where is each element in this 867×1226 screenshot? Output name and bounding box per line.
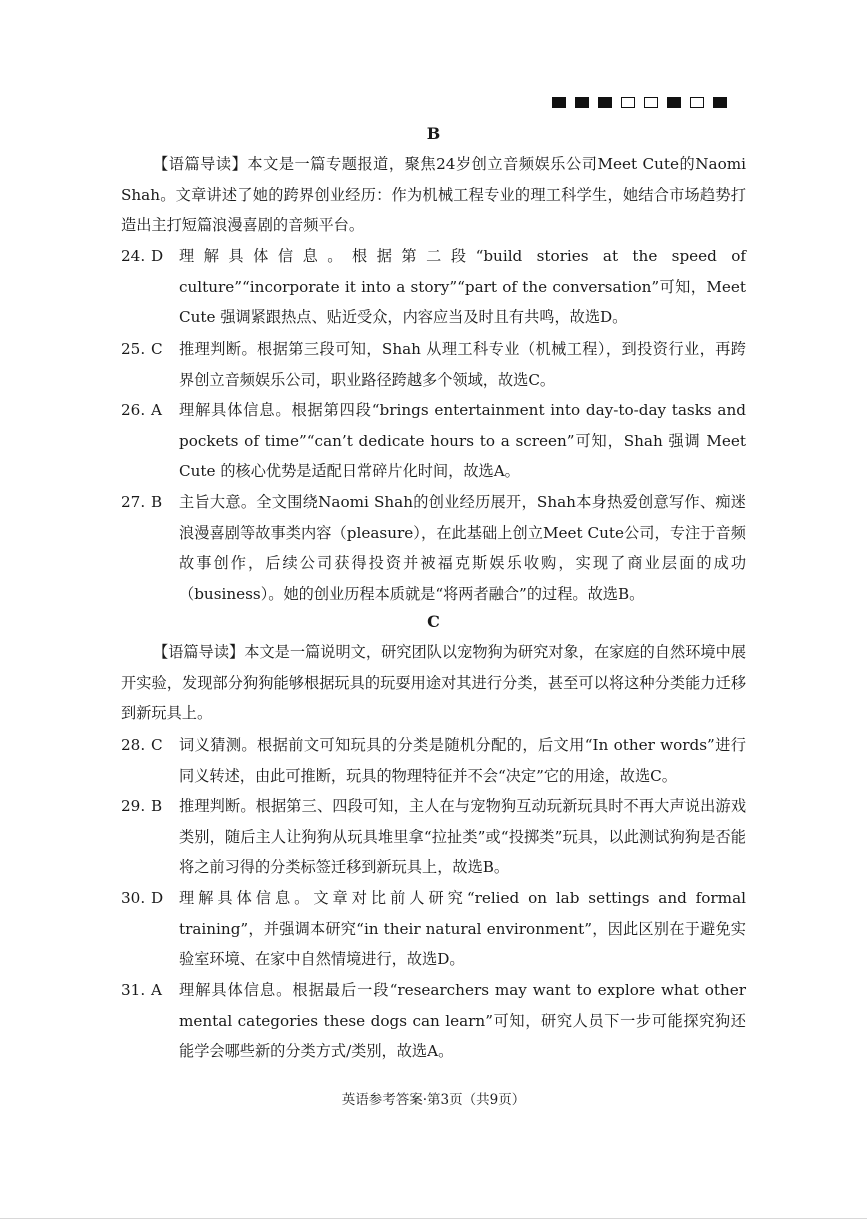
question-number: 27. [121, 493, 146, 511]
answer-letter: C [151, 340, 163, 358]
header-mark [713, 97, 727, 108]
answer-item [121, 487, 746, 609]
answer-letter: A [151, 401, 162, 419]
header-mark [598, 97, 612, 108]
answer-explanation: 理解具体信息。根据第二段“build stories at the speed of culture”“incorporate it into a story”“part of the conversation”可知，Meet Cute 强调紧跟热点、贴近受众，内容应当及时且有共鸣，故选D。 [179, 247, 746, 326]
question-number: 29. [121, 797, 146, 815]
question-number: 24. [121, 247, 146, 265]
header-mark [644, 97, 658, 108]
header-mark [667, 97, 681, 108]
answer-item [121, 395, 746, 487]
answer-letter: B [151, 797, 163, 815]
question-number: 31. [121, 981, 146, 999]
header-mark [621, 97, 635, 108]
question-number: 25. [121, 340, 146, 358]
answer-item [121, 241, 746, 333]
answer-explanation: 主旨大意。全文围绕Naomi Shah的创业经历展开，Shah本身热爱创意写作、痴迷浪漫喜剧等故事类内容（pleasure），在此基础上创立Meet Cute公司，专注于音频故事创作，后续公司获得投资并被福克斯娱乐收购，实现了商业层面的成功（business）。她的创业历程本质就是“将两者融合”的过程。故选B。 [179, 493, 746, 603]
header-marks [552, 97, 727, 108]
section-c-intro: 【语篇导读】本文是一篇说明文，研究团队以宠物狗为研究对象，在家庭的自然环境中展开实验，发现部分狗狗能够根据玩具的玩耍用途对其进行分类，甚至可以将这种分类能力迁移到新玩具上。 [121, 643, 746, 722]
answer-item [121, 883, 746, 975]
answer-explanation: 理解具体信息。根据最后一段“researchers may want to explore what other mental categories these dogs can learn”可知，研究人员下一步可能探究狗还能学会哪些新的分类方式/类别，故选A。 [179, 981, 746, 1060]
section-heading-c: C [427, 612, 440, 631]
question-number: 30. [121, 889, 146, 907]
answer-letter: A [151, 981, 162, 999]
question-number: 28. [121, 736, 146, 754]
answer-letter: C [151, 736, 163, 754]
answer-item [121, 334, 746, 395]
answer-letter: D [151, 889, 164, 907]
answer-item [121, 791, 746, 883]
answer-explanation: 理解具体信息。文章对比前人研究“relied on lab settings and formal training”，并强调本研究“in their natural environment”，因此区别在于避免实验室环境、在家中自然情境进行，故选D。 [179, 889, 746, 968]
header-mark [575, 97, 589, 108]
section-heading-b: B [426, 124, 441, 143]
answer-item [121, 730, 746, 791]
answer-explanation: 推理判断。根据第三段可知，Shah 从理工科专业（机械工程），到投资行业，再跨界创立音频娱乐公司，职业路径跨越多个领域，故选C。 [179, 340, 746, 389]
answer-item [121, 975, 746, 1067]
answer-explanation: 词义猜测。根据前文可知玩具的分类是随机分配的，后文用“In other words”进行同义转述，由此可推断，玩具的物理特征并不会“决定”它的用途，故选C。 [179, 736, 746, 785]
answer-explanation: 理解具体信息。根据第四段“brings entertainment into day-to-day tasks and pockets of time”“can’t dedicate hours to a screen”可知，Shah 强调 Meet Cute 的核心优势是适配日常碎片化时间，故选A。 [179, 401, 746, 480]
bottom-divider [0, 1218, 867, 1219]
section-b-intro: 【语篇导读】本文是一篇专题报道，聚焦24岁创立音频娱乐公司Meet Cute的Naomi Shah。文章讲述了她的跨界创业经历：作为机械工程专业的理工科学生，她结合市场趋势打造出主打短篇浪漫喜剧的音频平台。 [121, 155, 746, 234]
header-mark [690, 97, 704, 108]
header-mark [552, 97, 566, 108]
answer-letter: D [151, 247, 164, 265]
page-footer: 英语参考答案·第3页（共9页） [341, 1092, 526, 1108]
question-number: 26. [121, 401, 146, 419]
answer-explanation: 推理判断。根据第三、四段可知，主人在与宠物狗互动玩新玩具时不再大声说出游戏类别，随后主人让狗狗从玩具堆里拿“拉扯类”或“投掷类”玩具，以此测试狗狗是否能将之前习得的分类标签迁移到新玩具上，故选B。 [179, 797, 746, 876]
answer-letter: B [151, 493, 163, 511]
